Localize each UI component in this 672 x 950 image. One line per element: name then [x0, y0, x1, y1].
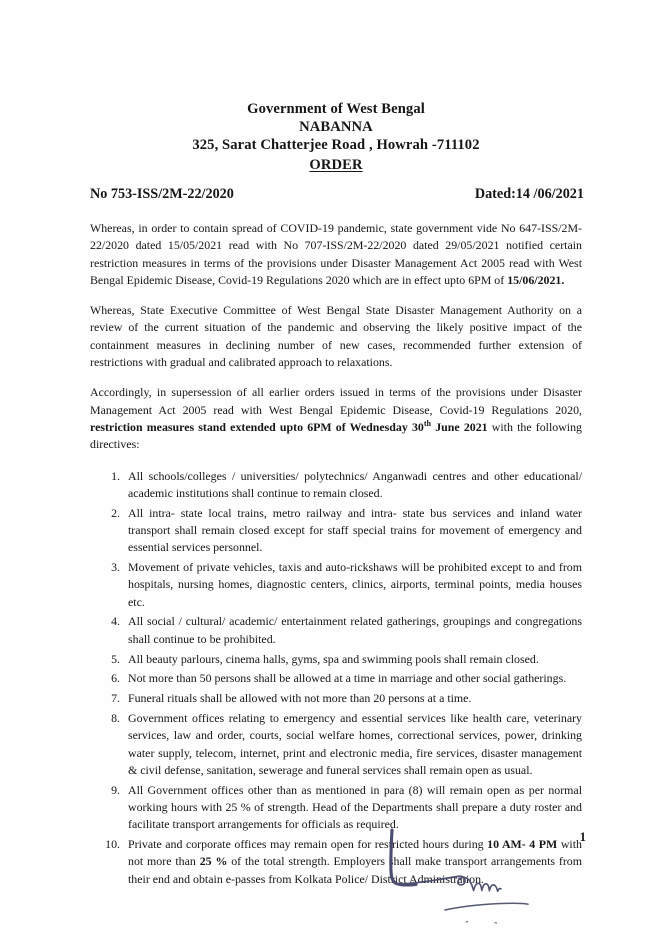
directive-10-bold-percent: 25 % — [199, 854, 228, 869]
paragraph-3-bold-a: restriction measures stand extended upto 6PM of Wednesday 30 — [90, 419, 424, 434]
document-header — [0, 100, 672, 174]
paragraph-1-text: Whereas, in order to contain spread of COVID-19 pandemic, state government vide No 647-ISS/2M-22/2020 dated 15/05/2021 read with No 707-ISS/2M-22/2020 dated 29/05/2021 notified certain restriction measures in terms of the provisions under Disaster Management Act 2005 read with West Bengal Epidemic Disease, Covid-19 Regulations 2020 which are in effect upto 6PM of — [90, 221, 582, 287]
header-line-address: 325, Sarat Chatterjee Road , Howrah -711102 — [192, 137, 480, 154]
directive-item: Funeral rituals shall be allowed with not more than 20 persons at a time. — [128, 691, 472, 706]
directive-item: All Government offices other than as mentioned in para (8) will remain open as per normal working hours with 25 % of strength. Head of the Departments shall prepare a duty roster and facilitate transport arrangements for officials as required. — [128, 782, 582, 832]
directive-item: All social / cultural/ academic/ entertainment related gatherings, groupings and congregations shall continue to be prohibited. — [128, 614, 582, 646]
directive-item: Not more than 50 persons shall be allowed at a time in marriage and other social gatherings. — [128, 671, 567, 686]
directive-item: All intra- state local trains, metro railway and intra- state bus services and inland water transport shall remain closed except for staff special trains for movement of emergency and essential services personnel. — [128, 505, 582, 555]
handwritten-signature — [378, 826, 558, 936]
directive-item: Government offices relating to emergency and essential services like health care, veterinary services, law and order, courts, social welfare homes, correctional services, power, drinking water supply, telecom, internet, print and electronic media, fire services, disaster management & civil defense, sanitation, sewerage and funeral services shall remain open as usual. — [128, 710, 582, 777]
directive-10-text-a: Private and corporate offices may remain open for restricted hours during — [128, 837, 488, 851]
directive-10-text-b: with not more than — [128, 837, 582, 869]
directive-item: Movement of private vehicles, taxis and auto-rickshaws will be prohibited except to and from hospitals, nursing homes, diagnostic centers, clinics, airports, terminal points, media houses etc. — [128, 560, 582, 609]
directives-list — [90, 468, 582, 888]
paragraph-3-ordinal-suffix: th — [423, 419, 432, 428]
directive-item: All beauty parlours, cinema halls, gyms, spa and swimming pools shall remain closed. — [128, 651, 539, 666]
paragraph-3-bold-b: June 2021 — [431, 419, 488, 434]
reference-row — [90, 186, 584, 203]
directive-10-bold-hours: 10 AM- 4 PM — [487, 837, 558, 851]
directive-item: All schools/colleges / universities/ polytechnics/ Anganwadi centres and other educational/ academic institutions shall continue to remain closed. — [128, 468, 582, 500]
document-body — [90, 220, 582, 890]
header-line-nabanna: NABANNA — [299, 119, 373, 136]
order-date: Dated:14 /06/2021 — [474, 186, 584, 202]
header-line-government: Government of West Bengal — [247, 101, 425, 117]
paragraph-whereas-2: Whereas, State Executive Committee of West Bengal State Disaster Management Authority on a review of the current situation of the pandemic and observing the likely positive impact of the containment measures in declining number of new cases, recommended further extension of restrictions with gradual and calibrated approach to relaxations. — [90, 303, 582, 370]
paragraph-accordingly — [90, 384, 582, 453]
signature-strokes — [378, 826, 558, 936]
paragraph-1-bold-date: 15/06/2021. — [507, 272, 565, 287]
paragraph-3-text-a: Accordingly, in supersession of all earlier orders issued in terms of the provisions under Disaster Management Act 2005 read with West Bengal Epidemic Disease, Covid-19 Regulations 2020, — [90, 385, 582, 417]
page-number: 1 — [579, 830, 586, 844]
paragraph-3-text-b: with the following directives: — [90, 419, 582, 452]
header-line-order: ORDER — [309, 156, 363, 173]
order-number: No 753-ISS/2M-22/2020 — [90, 186, 234, 202]
paragraph-whereas-1 — [90, 220, 582, 289]
directive-10-text-c: of the total strength. Employers shall make transport arrangements from their end and obtain e-passes from Kolkata Police/ District Administration. — [128, 854, 582, 886]
